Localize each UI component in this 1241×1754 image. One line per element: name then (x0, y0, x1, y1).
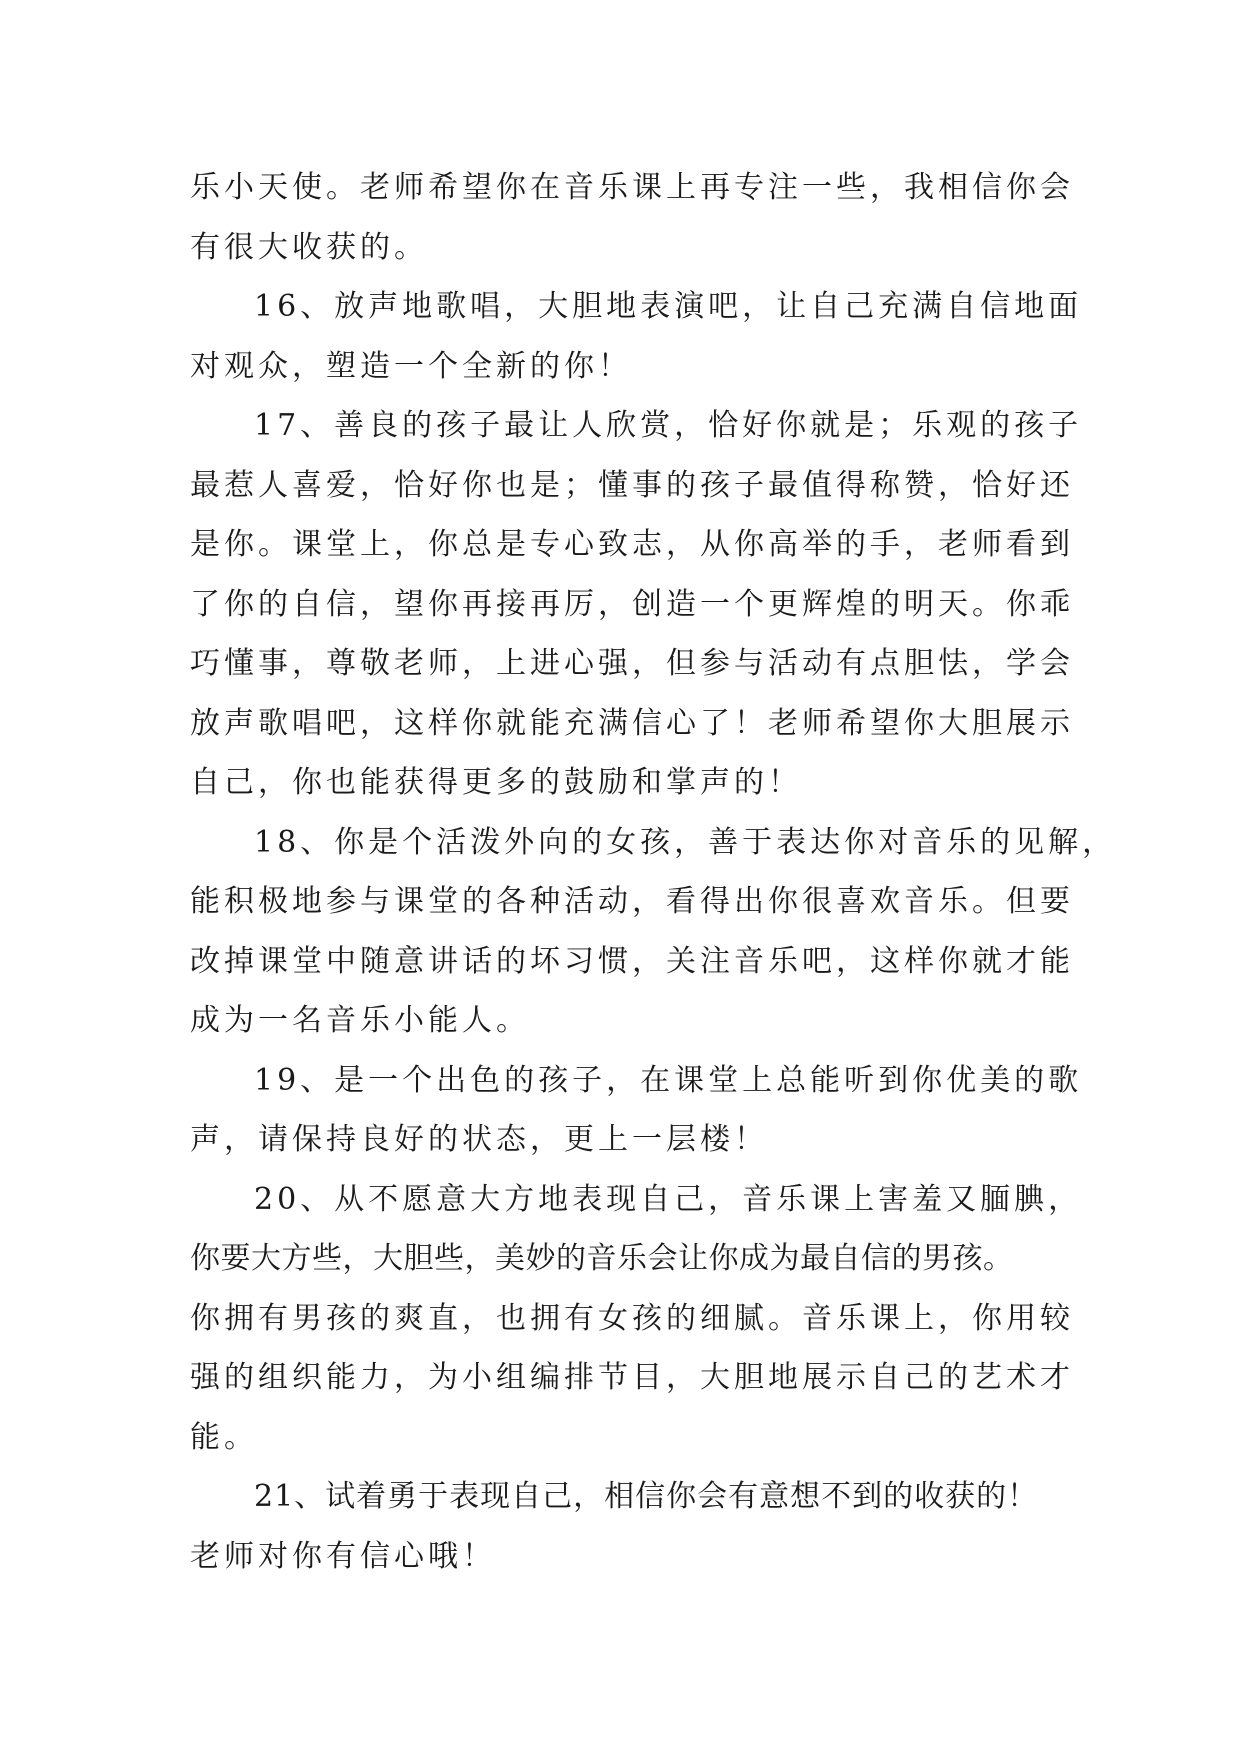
text-line: 20、从不愿意大方地表现自己，音乐课上害羞又腼腆， (254, 1181, 1083, 1217)
text-line: 改掉课堂中随意讲话的坏习惯，关注音乐吧，这样你就才能 (190, 943, 1074, 979)
text-line: 成为一名音乐小能人。 (190, 1003, 530, 1038)
text-line: 巧懂事，尊敬老师，上进心强，但参与活动有点胆怯，学会 (190, 646, 1074, 681)
paragraph-16 (190, 277, 1083, 396)
text-line: 有很大收获的。 (190, 229, 428, 265)
text-line: 乐小天使。老师希望你在音乐课上再专注一些，我相信你会 (190, 170, 1074, 205)
text-line: 声，请保持良好的状态，更上一层楼！ (190, 1122, 768, 1157)
text-line: 强的组织能力，为小组编排节目，大胆地展示自己的艺术才 (190, 1360, 1074, 1395)
text-line: 了你的自信，望你再接再厉，创造一个更辉煌的明天。你乖 (190, 586, 1074, 622)
text-line: 你拥有男孩的爽直，也拥有女孩的细腻。音乐课上，你用较 (190, 1300, 1074, 1336)
text-line: 自己，你也能获得更多的鼓励和掌声的！ (190, 765, 802, 800)
text-line: 21、试着勇于表现自己，相信你会有意想不到的收获的！ (254, 1479, 1039, 1514)
paragraph-19 (190, 1051, 1083, 1170)
text-line: 你要大方些，大胆些，美妙的音乐会让你成为最自信的男孩。 (190, 1241, 1014, 1276)
text-line: 对观众，塑造一个全新的你！ (190, 348, 632, 384)
document-body (190, 158, 1117, 1586)
text-line: 19、是一个出色的孩子，在课堂上总能听到你优美的歌 (254, 1062, 1083, 1098)
paragraph-continuation (190, 158, 1074, 277)
text-line: 老师对你有信心哦！ (190, 1538, 496, 1574)
paragraph-18 (190, 813, 1117, 1051)
paragraph-17 (190, 396, 1083, 813)
text-line: 能。 (190, 1419, 258, 1455)
text-line: 17、善良的孩子最让人欣赏，恰好你就是；乐观的孩子 (254, 408, 1083, 443)
text-line: 18、你是个活泼外向的女孩，善于表达你对音乐的见解， (254, 824, 1117, 860)
paragraph-20 (190, 1170, 1083, 1468)
text-line: 能积极地参与课堂的各种活动，看得出你很喜欢音乐。但要 (190, 884, 1074, 919)
text-line: 最惹人喜爱，恰好你也是；懂事的孩子最值得称赞，恰好还 (190, 467, 1074, 503)
text-line: 是你。课堂上，你总是专心致志，从你高举的手，老师看到 (190, 527, 1074, 562)
paragraph-21 (190, 1467, 1050, 1586)
text-line: 16、放声地歌唱，大胆地表演吧，让自己充满自信地面 (254, 289, 1083, 324)
text-line: 放声歌唱吧，这样你就能充满信心了！老师希望你大胆展示 (190, 705, 1074, 741)
